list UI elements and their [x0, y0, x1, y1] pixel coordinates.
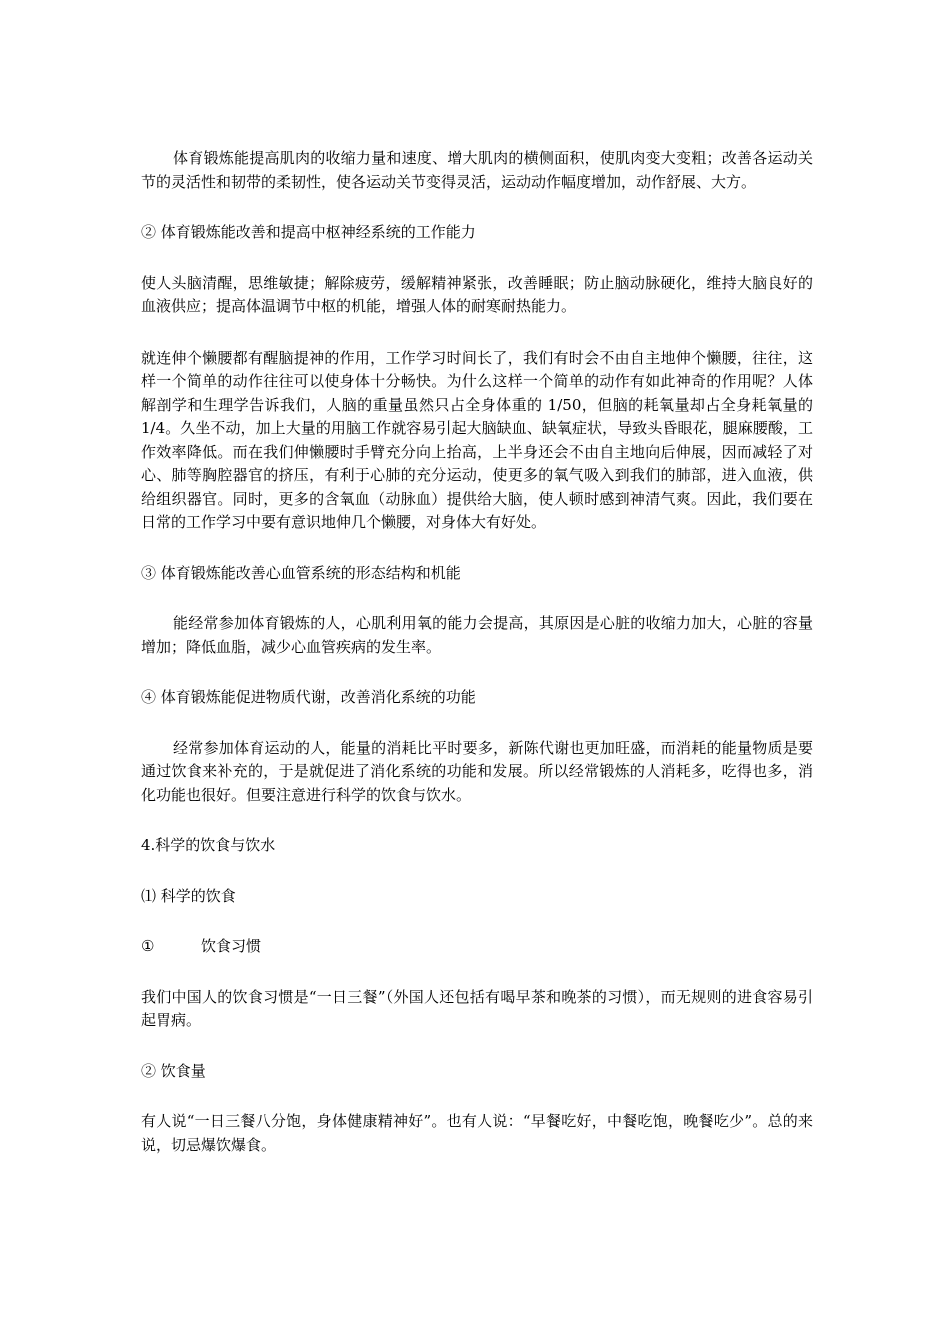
- paragraph-cardiovascular: 能经常参加体育锻炼的人，心肌利用氧的能力会提高，其原因是心脏的收缩力加大，心脏的容量增加；降低血脂，减少心血管疾病的发生率。: [141, 614, 813, 656]
- heading-nervous-system: ② 体育锻炼能改善和提高中枢神经系统的工作能力: [141, 223, 476, 241]
- heading-cardiovascular: ③ 体育锻炼能改善心血管系统的形态结构和机能: [141, 563, 461, 582]
- list-item-label: 饮食习惯: [201, 937, 262, 955]
- paragraph-muscle-benefits: 体育锻炼能提高肌肉的收缩力量和速度、增大肌肉的横侧面积，使肌肉变大变粗；改善各运动关节的灵活性和韧带的柔韧性，使各运动关节变得灵活，运动动作幅度增加，动作舒展、大方。: [141, 149, 813, 191]
- paragraph-food-amount: 有人说“一日三餐八分饱，身体健康精神好”。也有人说：“早餐吃好，中餐吃饱，晚餐吃少”。总的来说，切忌爆饮爆食。: [141, 1112, 813, 1154]
- list-item-food-amount: ② 饮食量: [141, 1061, 206, 1080]
- heading-metabolism: ④ 体育锻炼能促进物质代谢，改善消化系统的功能: [141, 688, 476, 706]
- paragraph-stretching: 就连伸个懒腰都有醒脑提神的作用，工作学习时间长了，我们有时会不由自主地伸个懒腰，往往，这样一个简单的动作往往可以使身体十分畅快。为什么这样一个简单的动作有如此神奇的作用呢？人体解剖学和生理学告诉我们，人脑的重量虽然只占全身体重的 1/50，但脑的耗氧量却占全身耗氧量的 1/4。久坐不动，加上大量的用脑工作就容易引起大脑缺血、缺氧症状，导致头昏眼花，腿麻腰酸，工作效率降低。而在我们伸懒腰时手臂充分向上抬高，上半身还会不由自主地向后伸展，因而减轻了对心、肺等胸腔器官的挤压，有利于心肺的充分运动，使更多的氧气吸入到我们的肺部，进入血液，供给组织器官。同时，更多的含氧血（动脉血）提供给大脑，使人顿时感到神清气爽。因此，我们要在日常的工作学习中要有意识地伸几个懒腰，对身体大有好处。: [141, 348, 813, 531]
- list-item-eating-habits: [141, 935, 813, 959]
- subheading-scientific-diet: ⑴ 科学的饮食: [141, 886, 236, 905]
- paragraph-nervous-system: 使人头脑清醒，思维敏捷；解除疲劳，缓解精神紧张，改善睡眠；防止脑动脉硬化，维持大脑良好的血液供应；提高体温调节中枢的机能，增强人体的耐寒耐热能力。: [141, 273, 813, 315]
- paragraph-eating-habits: 我们中国人的饮食习惯是“一日三餐”（外国人还包括有喝早茶和晚茶的习惯），而无规则的进食容易引起胃病。: [141, 987, 813, 1029]
- paragraph-metabolism: 经常参加体育运动的人，能量的消耗比平时要多，新陈代谢也更加旺盛，而消耗的能量物质是要通过饮食来补充的，于是就促进了消化系统的功能和发展。所以经常锻炼的人消耗多，吃得也多，消化功能也很好。但要注意进行科学的饮食与饮水。: [141, 738, 813, 804]
- document-body: [141, 147, 813, 1157]
- section-heading-diet-water: 4.科学的饮食与饮水: [141, 836, 276, 854]
- list-marker: ①: [141, 937, 155, 955]
